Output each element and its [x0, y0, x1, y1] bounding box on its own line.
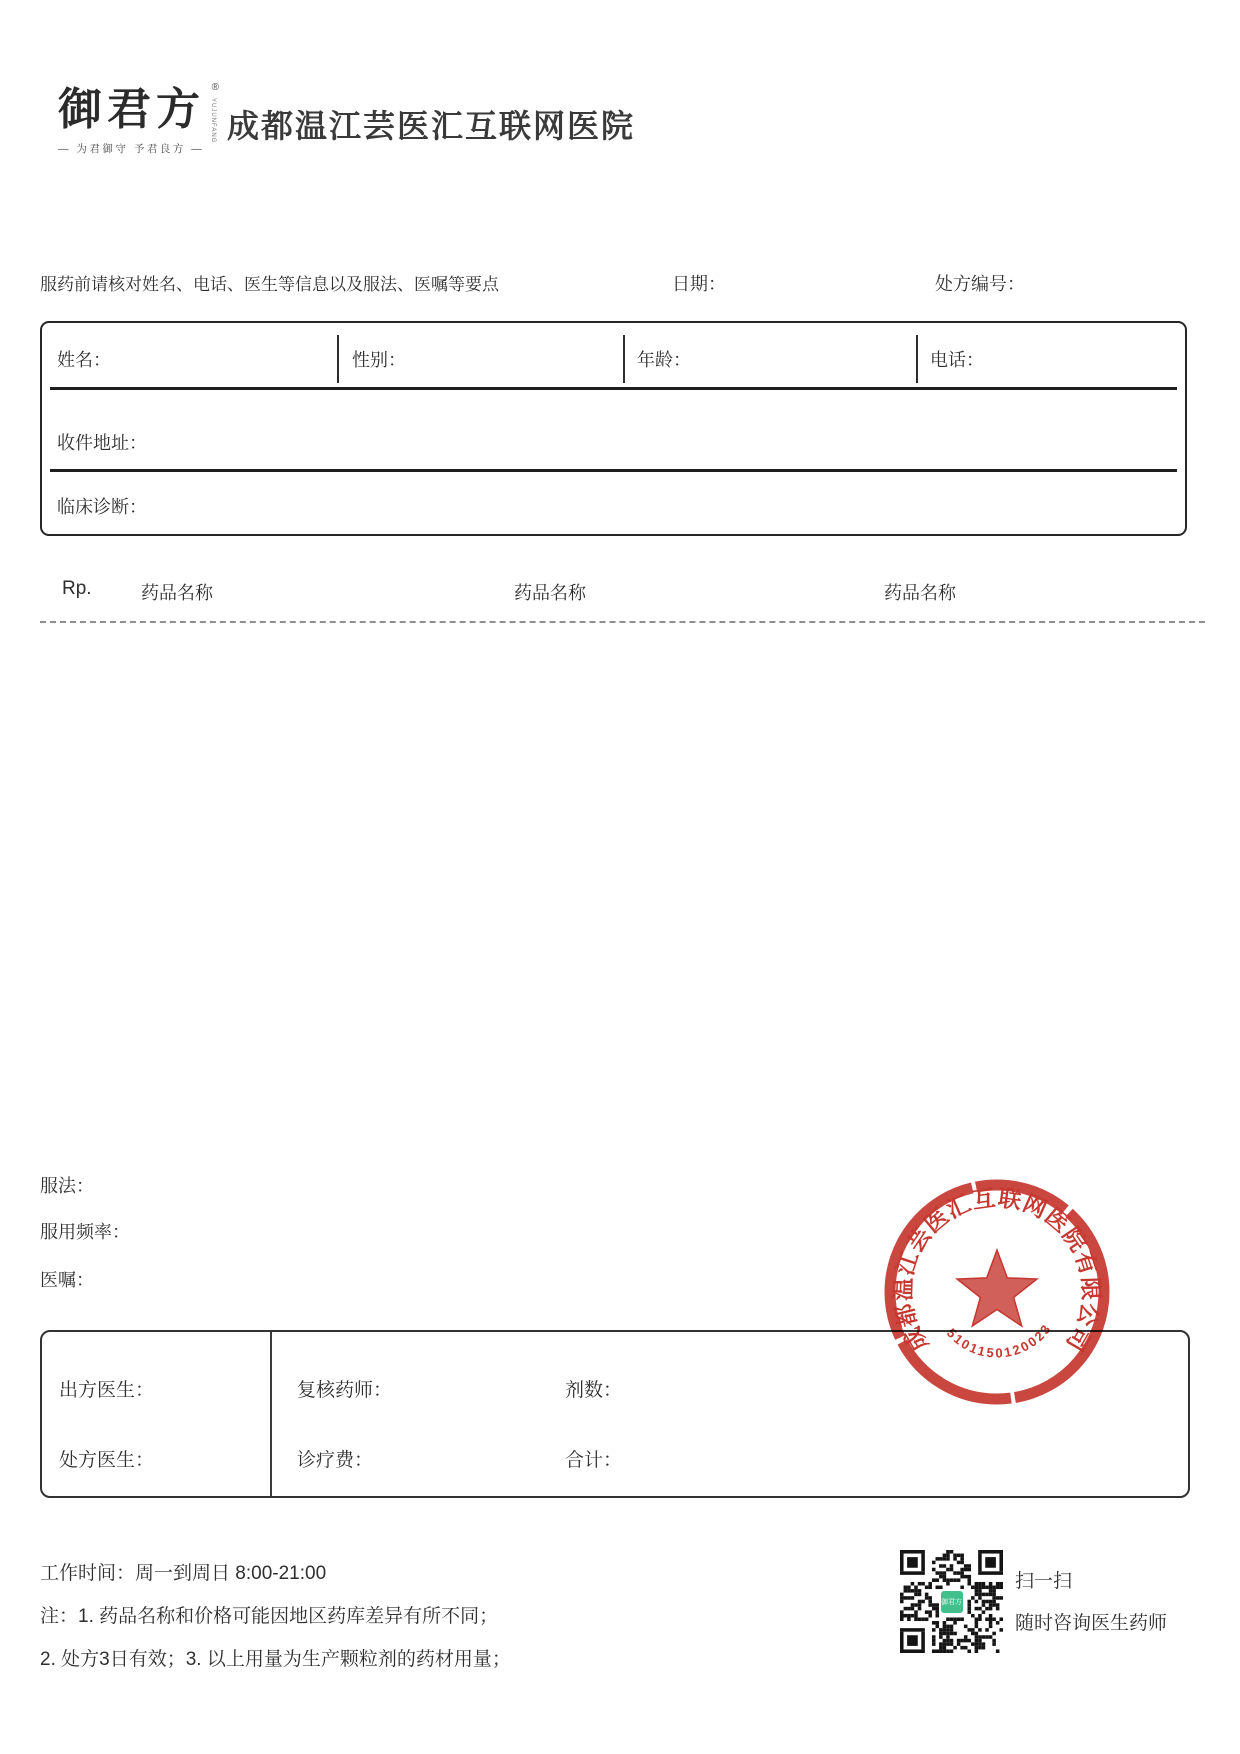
official-red-seal — [872, 1167, 1122, 1417]
brand-logo-text: 御君方 — [58, 84, 205, 135]
seal-company-name: 成都温江芸医汇互联网医院有限公司 — [889, 1184, 1105, 1357]
dose-count-label: 剂数： — [565, 1380, 623, 1401]
divider — [623, 335, 625, 383]
scan-subcaption: 随时咨询医生药师 — [1015, 1613, 1168, 1634]
drug-name-column-header: 药品名称 — [514, 583, 586, 603]
qr-center-logo-text: 御君方 — [941, 1598, 962, 1606]
patient-phone-label: 电话： — [930, 350, 984, 370]
rp-label: Rp. — [62, 578, 92, 599]
working-hours-text: 工作时间：周一到周日 8:00-21:00 — [40, 1563, 327, 1584]
svg-text:5101150120023 — [943, 1312, 1058, 1369]
delivery-address-label: 收件地址： — [57, 433, 147, 453]
drug-name-column-header: 药品名称 — [141, 583, 213, 603]
dashed-divider — [40, 621, 1205, 623]
brand-tagline: — 为君御守 予君良方 — — [58, 142, 205, 155]
issuing-doctor-label: 出方医生： — [59, 1380, 155, 1401]
date-label: 日期： — [672, 274, 726, 294]
total-label: 合计： — [565, 1450, 623, 1471]
scan-caption: 扫一扫 — [1015, 1571, 1073, 1592]
clinical-diagnosis-label: 临床诊断： — [57, 497, 147, 517]
usage-method-label: 服法： — [40, 1176, 94, 1196]
usage-frequency-label: 服用频率： — [40, 1222, 130, 1242]
divider — [337, 335, 339, 383]
prescribing-doctor-label: 处方医生： — [59, 1450, 155, 1471]
consult-fee-label: 诊疗费： — [297, 1450, 374, 1471]
registered-trademark-mark: ® — [211, 82, 219, 93]
patient-name-label: 姓名： — [57, 350, 111, 370]
reviewing-pharmacist-label: 复核药师： — [297, 1380, 393, 1401]
verify-notice-text: 服药前请核对姓名、电话、医生等信息以及服法、医嘱等要点 — [40, 275, 499, 294]
drug-name-column-header: 药品名称 — [884, 583, 956, 603]
note-line-2: 2. 处方3日有效；3. 以上用量为生产颗粒剂的药材用量； — [40, 1649, 511, 1670]
qr-code — [900, 1550, 1003, 1653]
doctor-advice-label: 医嘱： — [40, 1270, 94, 1290]
seal-star-icon — [957, 1250, 1037, 1326]
brand-pinyin-vertical-text: YUJUNFANG — [210, 98, 216, 144]
rx-number-label: 处方编号： — [935, 274, 1025, 294]
patient-info-box — [40, 321, 1187, 536]
divider — [916, 335, 918, 383]
patient-age-label: 年龄： — [637, 350, 691, 370]
page-title: 成都温江芸医汇互联网医院 — [227, 108, 636, 144]
divider — [50, 387, 1177, 390]
note-line-1: 注：1. 药品名称和价格可能因地区药库差异有所不同； — [40, 1606, 499, 1627]
seal-serial-number: 5101150120023 — [943, 1320, 1055, 1361]
brand-logo-block — [58, 82, 219, 156]
divider — [50, 469, 1177, 472]
qr-center-logo — [939, 1589, 965, 1615]
patient-gender-label: 性别： — [352, 350, 406, 370]
divider — [270, 1332, 272, 1496]
